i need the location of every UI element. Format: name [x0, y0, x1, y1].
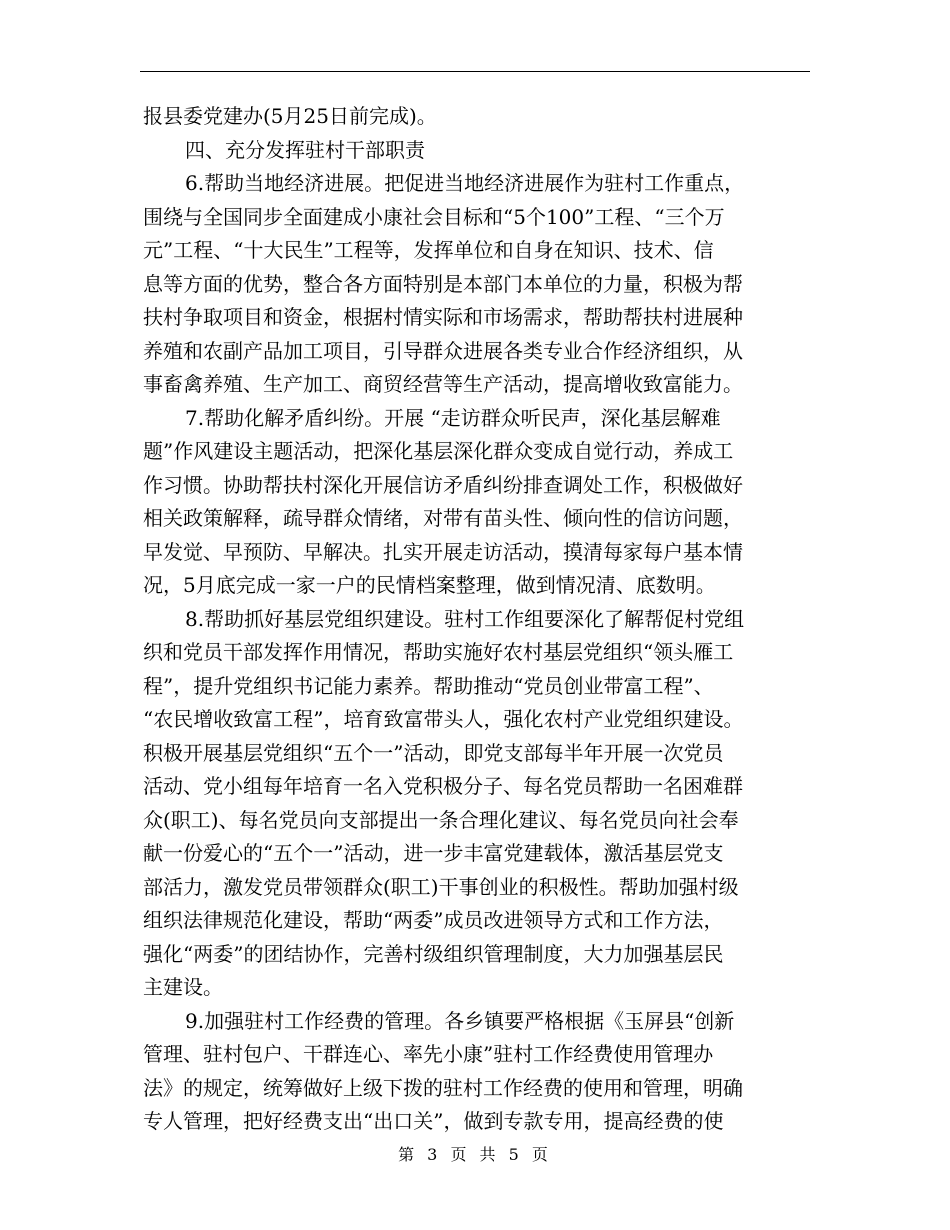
text-line: 献一份爱心的“五个一”活动，进一步丰富党建载体，激活基层党支: [143, 841, 724, 865]
text-line: 相关政策解释，疏导群众情绪，对带有苗头性、倾向性的信访问题，: [143, 506, 743, 530]
text-line: 元”工程、“十大民生”工程等，发挥单位和自身在知识、技术、信: [143, 238, 714, 262]
text-line: 7.帮助化解矛盾纠纷。开展 “走访群众听民声，深化基层解难: [185, 405, 721, 430]
text-line: 众(职工)、每名党员向支部提出一条合理化建议、每名党员向社会奉: [143, 807, 739, 832]
document-body: [143, 100, 815, 1139]
text-line: 题”作风建设主题活动，把深化基层深化群众变成自觉行动，养成工: [143, 439, 734, 463]
text-line: 活动、党小组每年培育一名入党积极分子、每名党员帮助一名困难群: [143, 774, 743, 798]
text-line: 9.加强驻村工作经费的管理。各乡镇要严格根据《玉屏县“创新: [185, 1008, 735, 1033]
text-line: 6.帮助当地经济进展。把促进当地经济进展作为驻村工作重点，: [185, 171, 745, 195]
text-line: 法》的规定，统筹做好上级下拨的驻村工作经费的使用和管理，明确: [143, 1075, 743, 1100]
text-line: 积极开展基层党组织“五个一”活动，即党支部每半年开展一次党员: [143, 740, 724, 765]
text-line: “农民增收致富工程”，培育致富带头人，强化农村产业党组织建设。: [143, 707, 744, 731]
header-rule: [140, 71, 810, 72]
text-line: 事畜禽养殖、生产加工、商贸经营等生产活动，提高增收致富能力。: [143, 372, 743, 396]
text-line: 养殖和农副产品加工项目，引导群众进展各类专业合作经济组织，从: [143, 338, 743, 363]
text-line: 强化“两委”的团结协作，完善村级组织管理制度，大力加强基层民: [143, 941, 724, 966]
text-line: 息等方面的优势，整合各方面特别是本部门本单位的力量，积极为帮: [143, 271, 743, 296]
text-line: 管理、驻村包户、干群连心、率先小康”驻村工作经费使用管理办: [143, 1042, 714, 1066]
text-line: 早发觉、早预防、早解决。扎实开展走访活动，摸清每家每户基本情: [143, 539, 743, 564]
text-line: 作习惯。协助帮扶村深化开展信访矛盾纠纷排查调处工作，积极做好: [143, 472, 743, 497]
text-line: 主建设。: [143, 975, 223, 999]
text-line: 程”，提升党组织书记能力素养。帮助推动“党员创业带富工程”、: [143, 673, 714, 698]
text-line: 织和党员干部发挥作用情况，帮助实施好农村基层党组织“领头雁工: [143, 640, 734, 664]
page-footer: 第 3 页 共 5 页: [398, 1145, 552, 1164]
text-line: 专人管理，把好经费支出“出口关”，做到专款专用，提高经费的使: [143, 1109, 724, 1133]
text-line: 况，5月底完成一家一户的民情档案整理，做到情况清、底数明。: [143, 573, 716, 597]
text-line: 部活力，激发党员带领群众(职工)干事创业的积极性。帮助加强村级: [143, 874, 739, 899]
text-line: 围绕与全国同步全面建成小康社会目标和“5个100”工程、“三个万: [143, 204, 725, 229]
text-line: 报县委党建办(5月25日前完成)。: [143, 104, 437, 128]
text-line: 四、充分发挥驻村干部职责: [185, 137, 425, 162]
text-line: 8.帮助抓好基层党组织建设。驻村工作组要深化了解帮促村党组: [185, 606, 745, 631]
text-line: 组织法律规范化建设，帮助“两委”成员改进领导方式和工作方法，: [143, 908, 724, 932]
text-line: 扶村争取项目和资金，根据村情实际和市场需求，帮助帮扶村进展种: [143, 305, 743, 329]
